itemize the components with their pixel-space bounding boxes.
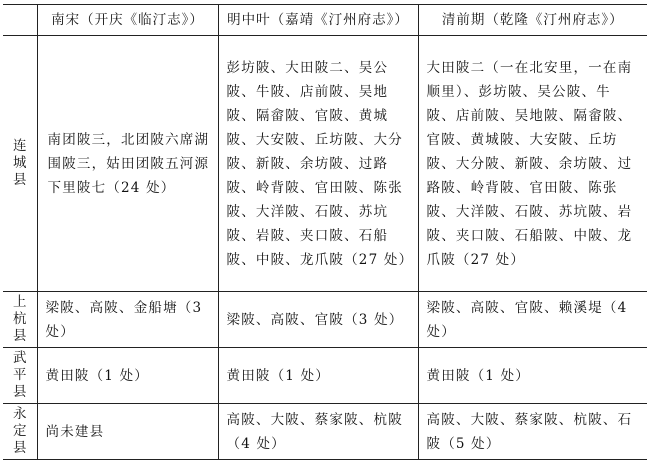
mid-ming-cell: 彭坊陂、大田陂二、吴公陂、牛陂、店前陂、吴地陂、隔畲陂、官陂、黄城陂、大安陂、丘坊陂、大分陂、新陂、余坊陂、过路陂、岭背陂、官田陂、陈张陂、大洋陂、石陂、苏坑陂、岩陂、夹口陂、石船陂、中陂、龙爪陂（27 处） (218, 36, 418, 292)
header-southern-song: 南宋（开庆《临汀志》） (37, 5, 218, 36)
header-mid-ming: 明中叶（嘉靖《汀州府志》） (218, 5, 418, 36)
region-cell (3, 404, 37, 460)
region-cell (3, 292, 37, 348)
region-label: 连城县 (13, 138, 27, 188)
region-label: 上杭县 (13, 294, 27, 344)
southern-song-cell: 梁陂、高陂、金船塘（3 处） (37, 292, 218, 348)
region-cell (3, 348, 37, 404)
table-row (3, 36, 647, 292)
header-row (3, 5, 647, 36)
header-early-qing: 清前期（乾隆《汀州府志》） (418, 5, 647, 36)
southern-song-cell: 黄田陂（1 处） (37, 348, 218, 404)
southern-song-cell: 南团陂三，北团陂六席湖围陂三，姑田团陂五河源下里陂七（24 处） (37, 36, 218, 292)
table-row (3, 348, 647, 404)
region-label: 永定县 (13, 406, 27, 456)
region-label: 武平县 (13, 350, 27, 400)
early-qing-cell: 黄田陂（1 处） (418, 348, 647, 404)
early-qing-cell: 梁陂、高陂、官陂、赖溪堤（4 处） (418, 292, 647, 348)
table-row (3, 404, 647, 460)
early-qing-cell: 大田陂二（一在北安里，一在南顺里）、彭坊陂、吴公陂、牛陂、店前陂、吴地陂、隔畲陂、官陂、黄城陂、大安陂、丘坊陂、大分陂、新陂、余坊陂、过路陂、岭背陂、官田陂、陈张陂、大洋陂、石陂、苏坑陂、岩陂、夹口陂、石船陂、中陂、龙爪陂（27 处） (418, 36, 647, 292)
mid-ming-cell: 黄田陂（1 处） (218, 348, 418, 404)
weir-comparison-table (3, 4, 647, 460)
table-row (3, 292, 647, 348)
southern-song-cell: 尚未建县 (37, 404, 218, 460)
header-corner-cell (3, 5, 37, 36)
mid-ming-cell: 高陂、大陂、蔡家陂、杭陂（4 处） (218, 404, 418, 460)
early-qing-cell: 高陂、大陂、蔡家陂、杭陂、石陂（5 处） (418, 404, 647, 460)
region-cell (3, 36, 37, 292)
mid-ming-cell: 梁陂、高陂、官陂（3 处） (218, 292, 418, 348)
